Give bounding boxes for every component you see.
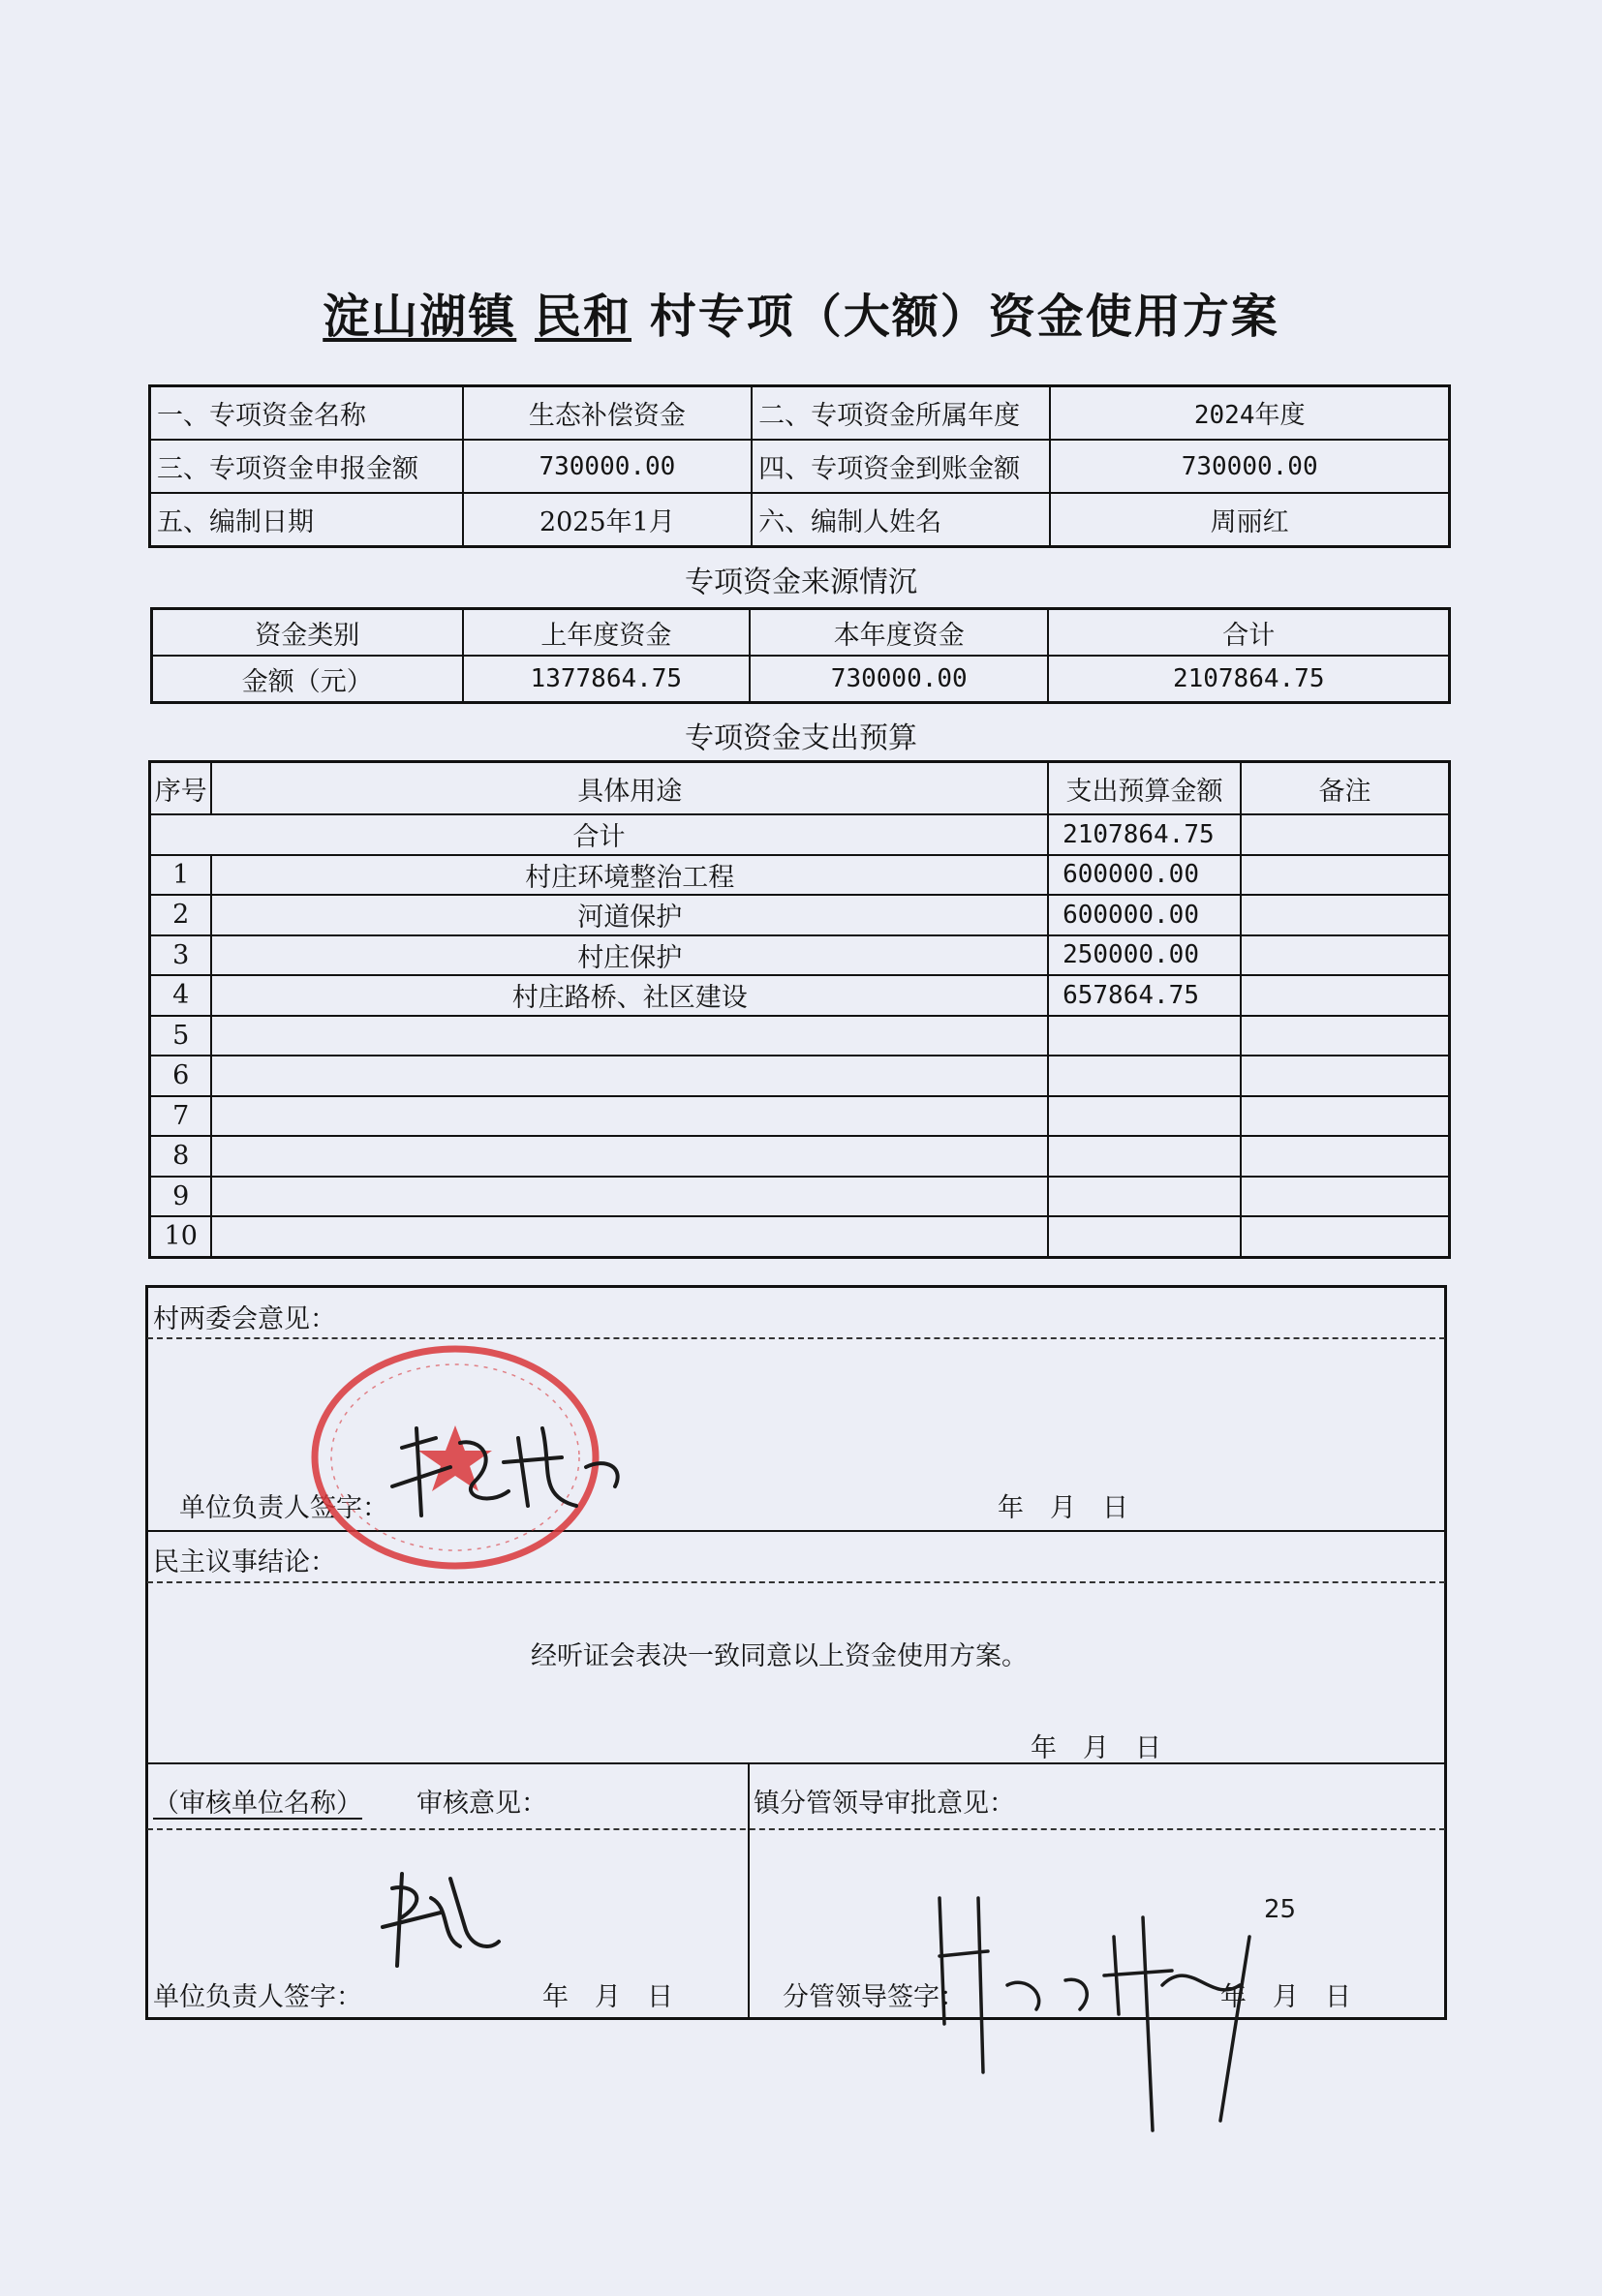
page-title bbox=[0, 279, 1602, 346]
budget-row bbox=[150, 1136, 1450, 1177]
budget-remark-cell bbox=[1241, 895, 1449, 935]
source-value-row bbox=[152, 656, 1450, 703]
fund-year-value: 2024年度 bbox=[1050, 386, 1449, 441]
source-cell: 730000.00 bbox=[750, 656, 1048, 703]
fund-name-label: 一、专项资金名称 bbox=[150, 386, 463, 441]
budget-row bbox=[150, 1016, 1450, 1056]
source-header-cell: 资金类别 bbox=[152, 609, 463, 657]
budget-use bbox=[211, 1136, 1048, 1177]
column-divider bbox=[748, 1762, 750, 2018]
budget-total-amount: 2107864.75 bbox=[1048, 814, 1241, 855]
received-amount-value: 730000.00 bbox=[1050, 440, 1449, 493]
budget-row bbox=[150, 1056, 1450, 1096]
democratic-label: 民主议事结论： bbox=[153, 1547, 336, 1577]
budget-use bbox=[211, 1096, 1048, 1137]
budget-use bbox=[211, 1056, 1048, 1096]
audit-unit-label: （审核单位名称） bbox=[153, 1789, 362, 1819]
budget-no: 2 bbox=[150, 895, 212, 935]
source-header-cell: 上年度资金 bbox=[463, 609, 750, 657]
committee-leader-signature bbox=[383, 1409, 673, 1545]
received-amount-label: 四、专项资金到账金额 bbox=[752, 440, 1050, 493]
source-cell: 金额（元） bbox=[152, 656, 463, 703]
budget-use bbox=[211, 1177, 1048, 1217]
audit-unit-signature bbox=[373, 1859, 508, 1985]
budget-header-use: 具体用途 bbox=[211, 762, 1048, 815]
preparer-label: 六、编制人姓名 bbox=[752, 493, 1050, 547]
source-cell: 2107864.75 bbox=[1048, 656, 1449, 703]
budget-row bbox=[150, 975, 1450, 1016]
audit-opinion-label: 审核意见： bbox=[416, 1789, 547, 1819]
committee-opinion-label: 村两委会意见： bbox=[153, 1304, 336, 1334]
town-leader-opinion-label: 镇分管领导审批意见： bbox=[754, 1789, 1015, 1819]
budget-no: 5 bbox=[150, 1016, 212, 1056]
budget-no: 3 bbox=[150, 935, 212, 976]
fund-year-label: 二、专项资金所属年度 bbox=[752, 386, 1050, 441]
info-row bbox=[150, 493, 1450, 547]
budget-remark-cell bbox=[1241, 855, 1449, 896]
budget-use: 河道保护 bbox=[211, 895, 1048, 935]
budget-use: 村庄保护 bbox=[211, 935, 1048, 976]
budget-row bbox=[150, 1096, 1450, 1137]
title-village: 民和 bbox=[534, 290, 632, 344]
title-town: 淀山湖镇 bbox=[323, 290, 517, 344]
budget-remark-cell bbox=[1241, 1177, 1449, 1217]
date-value: 2025年1月 bbox=[463, 493, 752, 547]
budget-total-row bbox=[150, 814, 1450, 855]
budget-no: 4 bbox=[150, 975, 212, 1016]
source-header-row bbox=[152, 609, 1450, 657]
date-label: 五、编制日期 bbox=[150, 493, 463, 547]
budget-no: 6 bbox=[150, 1056, 212, 1096]
budget-row bbox=[150, 1216, 1450, 1257]
committee-date-blank: 年 月 日 bbox=[998, 1493, 1128, 1523]
source-header-cell: 合计 bbox=[1048, 609, 1449, 657]
section-divider bbox=[147, 1762, 1445, 1764]
democratic-text: 经听证会表决一致同意以上资金使用方案。 bbox=[531, 1641, 1028, 1671]
budget-row bbox=[150, 895, 1450, 935]
budget-header-row bbox=[150, 762, 1450, 815]
budget-amount: 600000.00 bbox=[1048, 895, 1241, 935]
apply-amount-label: 三、专项资金申报金额 bbox=[150, 440, 463, 493]
budget-amount: 657864.75 bbox=[1048, 975, 1241, 1016]
budget-use bbox=[211, 1016, 1048, 1056]
budget-no: 7 bbox=[150, 1096, 212, 1137]
fund-source-table bbox=[150, 607, 1451, 704]
budget-table bbox=[148, 760, 1451, 1259]
title-rest: 村专项（大额）资金使用方案 bbox=[649, 290, 1279, 344]
budget-no: 8 bbox=[150, 1136, 212, 1177]
apply-amount-value: 730000.00 bbox=[463, 440, 752, 493]
budget-remark-cell bbox=[1241, 1216, 1449, 1257]
branch-leader-sign-label: 分管领导签字： bbox=[783, 1982, 966, 2012]
budget-remark-cell bbox=[1241, 1056, 1449, 1096]
budget-remark-cell bbox=[1241, 1016, 1449, 1056]
info-row bbox=[150, 440, 1450, 493]
budget-caption: 专项资金支出预算 bbox=[685, 721, 917, 755]
info-row bbox=[150, 386, 1450, 441]
budget-remark-cell bbox=[1241, 1136, 1449, 1177]
budget-row bbox=[150, 1177, 1450, 1217]
budget-no: 1 bbox=[150, 855, 212, 896]
budget-no: 9 bbox=[150, 1177, 212, 1217]
budget-use: 村庄环境整治工程 bbox=[211, 855, 1048, 896]
budget-amount: 250000.00 bbox=[1048, 935, 1241, 976]
budget-header-amount: 支出预算金额 bbox=[1048, 762, 1241, 815]
dashed-divider bbox=[147, 1581, 1445, 1583]
budget-row bbox=[150, 935, 1450, 976]
budget-remark-cell bbox=[1241, 1096, 1449, 1137]
fund-info-table bbox=[148, 384, 1451, 548]
branch-leader-signature bbox=[920, 1879, 1356, 2140]
preparer-value: 周丽红 bbox=[1050, 493, 1449, 547]
branch-date-blank: 年 月 日 bbox=[1220, 1982, 1351, 2012]
budget-remark-cell bbox=[1241, 975, 1449, 1016]
budget-remark-cell bbox=[1241, 935, 1449, 976]
democratic-date-blank: 年 月 日 bbox=[1031, 1733, 1161, 1763]
audit-date-blank: 年 月 日 bbox=[542, 1982, 673, 2012]
leader-sign-label: 单位负责人签字： bbox=[179, 1493, 388, 1523]
budget-header-no: 序号 bbox=[150, 762, 212, 815]
budget-amount bbox=[1048, 1056, 1241, 1096]
budget-use: 村庄路桥、社区建设 bbox=[211, 975, 1048, 1016]
budget-row bbox=[150, 855, 1450, 896]
budget-amount bbox=[1048, 1096, 1241, 1137]
dashed-divider bbox=[147, 1828, 1445, 1830]
source-cell: 1377864.75 bbox=[463, 656, 750, 703]
budget-use bbox=[211, 1216, 1048, 1257]
budget-no: 10 bbox=[150, 1216, 212, 1257]
source-caption: 专项资金来源情沉 bbox=[685, 566, 917, 599]
budget-header-remark: 备注 bbox=[1241, 762, 1449, 815]
unit-leader-sign-label: 单位负责人签字： bbox=[153, 1982, 362, 2012]
signature-date-note: 25 bbox=[1264, 1895, 1297, 1924]
budget-amount: 600000.00 bbox=[1048, 855, 1241, 896]
budget-amount bbox=[1048, 1016, 1241, 1056]
budget-amount bbox=[1048, 1136, 1241, 1177]
source-header-cell: 本年度资金 bbox=[750, 609, 1048, 657]
budget-amount bbox=[1048, 1216, 1241, 1257]
budget-remark-cell bbox=[1241, 814, 1449, 855]
fund-name-value: 生态补偿资金 bbox=[463, 386, 752, 441]
budget-total-label: 合计 bbox=[150, 814, 1049, 855]
budget-amount bbox=[1048, 1177, 1241, 1217]
